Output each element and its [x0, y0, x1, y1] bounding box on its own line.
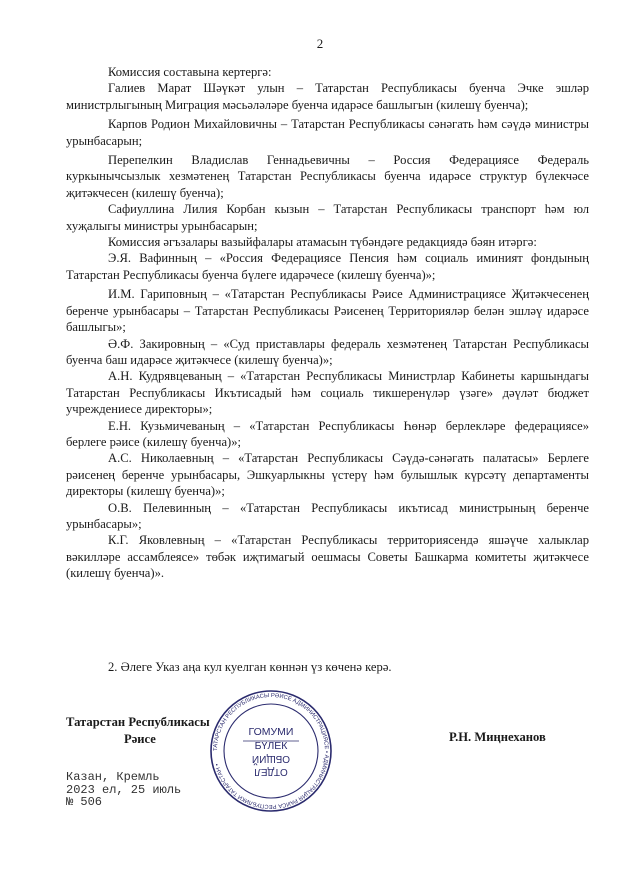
paragraph-garipov: И.М. Гариповның – «Татарстан Республикасы Рәисе Администрациясе Җитәкчесенең беренче урынбасары – Татарстан Республикасы Рәисенең Территорияләр белән эшләү идарәсе башлыгы»; — [66, 287, 589, 335]
paragraph-nikolaev: А.С. Николаевның – «Татарстан Республикасы Сәүдә-сәнәгать палатасы» Берлеге рәисенең беренче урынбасары, Эшкуарлыкны үстерү һәм булышлык күрсәтү департаменты директоры (килешү буенча)»; — [66, 451, 589, 499]
stamp-text-otdel: ОТДЕЛ — [254, 766, 288, 777]
stamp-inverted-text — [252, 753, 290, 777]
place-line: Казан, Кремль — [66, 770, 160, 784]
page-number: 2 — [316, 36, 324, 51]
paragraph-pelevin: О.В. Пелевинның – «Татарстан Республикасы икътисад министрының беренче урынбасары»; — [66, 500, 589, 531]
date-line: 2023 ел, 25 июль — [66, 782, 182, 797]
paragraph-safiullina: Сафиуллина Лилия Корбан кызын – Татарстан Республикасы транспорт һәм юл хуҗалыгы министры урынбасарын; — [66, 202, 589, 233]
paragraph-kudryavtseva: А.Н. Кудрявцеваның – «Татарстан Республикасы Министрлар Кабинеты каршындагы Татарстан Республикасы Икътисадый һәм социаль тикшеренүләр үзәге» дәүләт бюджет учреждениесе директоры»; — [66, 369, 589, 417]
paragraph-galiev: Галиев Марат Шәүкәт улын – Татарстан Республикасы буенча Эчке эшләр министрлыгының Миграция мәсьәләләре буенча идарәсе башлыгын (килешү буенча); — [66, 81, 589, 112]
document-body — [66, 64, 589, 582]
stamp-text-gomumi: ГОМУМИ — [248, 726, 294, 738]
paragraph-perepelkin: Перепелкин Владислав Геннадьевичны – Россия Федерациясе Федераль куркынычсызлык хезмәтенең Татарстан Республикасы буенча идарәсе структур бүлекчәсе җитәкчесен (килешү буенча); — [66, 153, 589, 200]
paragraph-redaction-intro: Комиссия әгъзалары вазыйфалары атамасын түбәндәге редакциядә бәян итәргә: — [108, 235, 537, 250]
signatory-title-line2: Рәисе — [124, 732, 156, 746]
place-and-date — [66, 771, 181, 809]
official-stamp — [197, 689, 345, 813]
paragraph-kuzmicheva: Е.Н. Кузьмичеваның – «Татарстан Республикасы Һөнәр берлекләре федерациясе» берлеге рәисе (килешү буенча)»; — [66, 418, 589, 449]
paragraph-intro: Комиссия составына кертергә: — [108, 65, 272, 79]
paragraph-zakirov: Ә.Ф. Закировның – «Суд приставлары федераль хезмәтенең Татарстан Республикасы буенча баш идарәсе җитәкчесе (килешү буенча)»; — [66, 336, 589, 367]
paragraph-vafin: Э.Я. Вафинның – «Россия Федерациясе Пенсия һәм социаль иминият фондының Татарстан Республикасы буенча бүлеге идарәчесе (килешү буенча)»; — [66, 251, 589, 282]
paragraph-yakovlev: К.Г. Яковлевның – «Татарстан Республикасы территориясендә яшәүче халыклар вәкилләре ассамблеясе» төбәк иҗтимагый оешмасы Советы Башкарма комитеты җитәкчесе (килешү буенча)». — [66, 533, 589, 581]
decree-number: № 506 — [66, 795, 103, 809]
paragraph-karpov: Карпов Родион Михайловичны – Татарстан Республикасы сәнәгать һәм сәүдә министры урынбасарын; — [66, 117, 589, 148]
stamp-text-bulek: БҮЛЕК — [254, 740, 288, 752]
stamp-ring-text: ТАТАРСТАН РЕСПУБЛИКАСЫ РӘИСЕ АДМИНИСТРАЦИЯСЕ • АДМИНИСТРАЦИЯ РАИСА РЕСПУБЛИКИ ТАТАРСТАН • — [212, 692, 330, 810]
signatory-name: Р.Н. Миңнеханов — [449, 730, 546, 744]
stamp-graphic — [211, 691, 331, 811]
stamp-text-obshchiy: ОБЩИЙ — [251, 753, 291, 764]
signatory-title-line1: Татарстан Республикасы — [66, 715, 210, 729]
final-clause: 2. Әлеге Указ аңа кул куелган көннән үз көченә керә. — [108, 660, 392, 674]
